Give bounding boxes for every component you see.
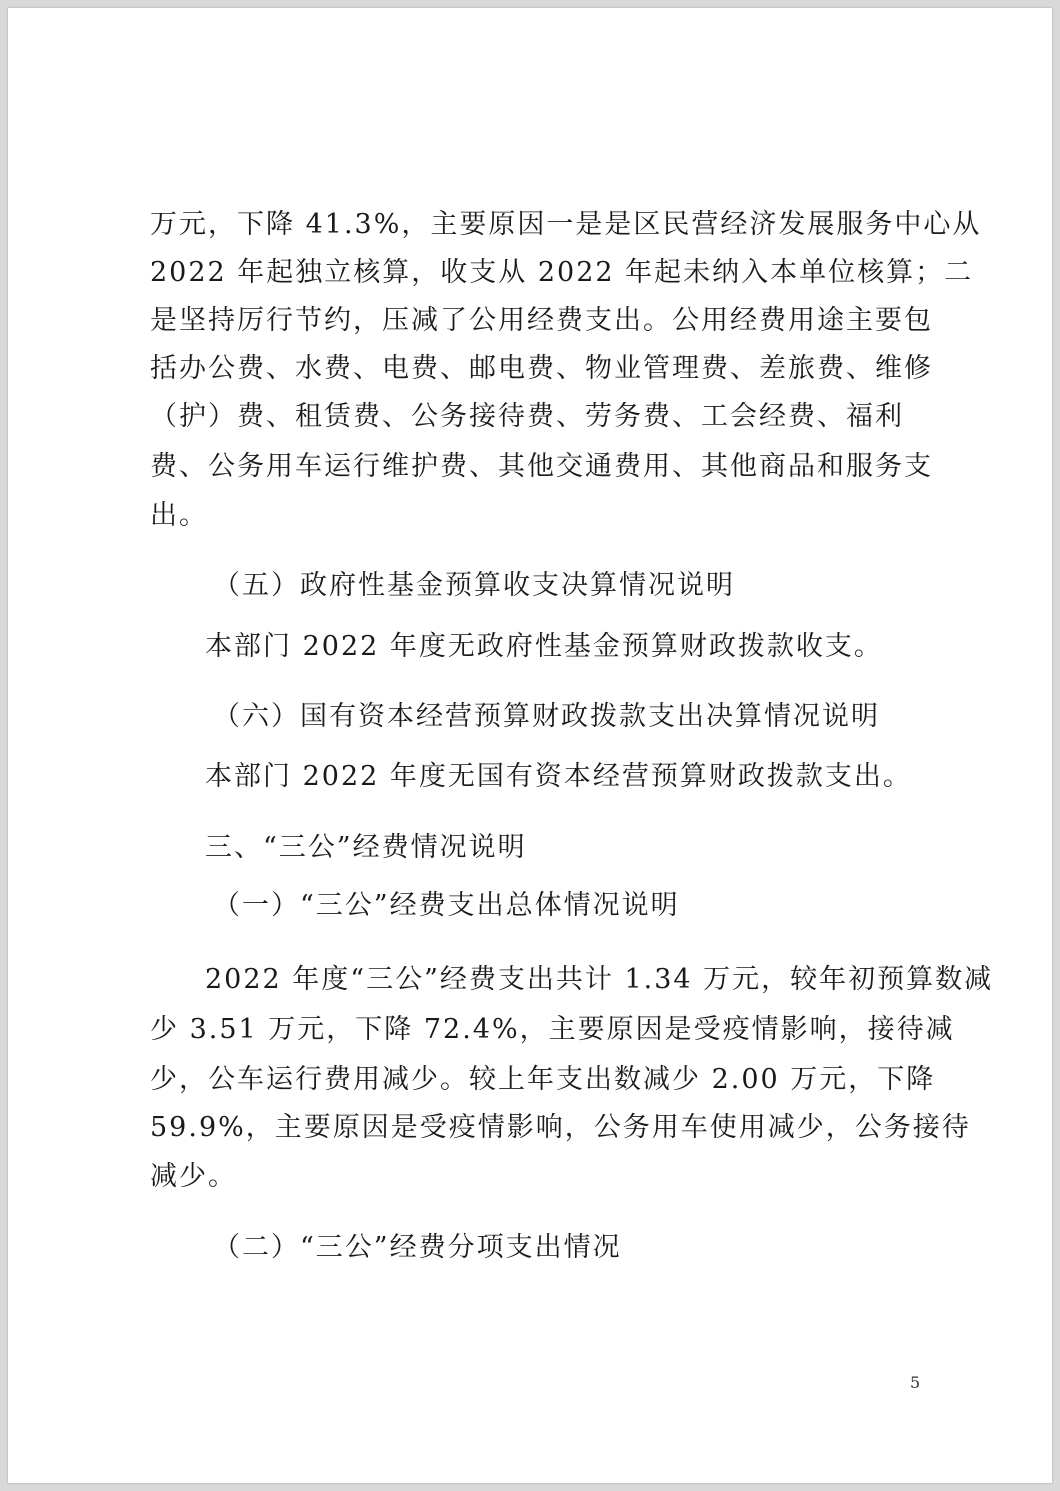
paragraph-line: 括办公费、水费、电费、邮电费、物业管理费、差旅费、维修 bbox=[150, 353, 933, 384]
paragraph-line: 少 3.51 万元，下降 72.4%，主要原因是受疫情影响，接待减 bbox=[150, 1014, 955, 1045]
section-text-6: 本部门 2022 年度无国有资本经营预算财政拨款支出。 bbox=[205, 761, 912, 792]
paragraph-line: 出。 bbox=[150, 500, 208, 531]
paragraph-line: 万元，下降 41.3%，主要原因一是是区民营经济发展服务中心从 bbox=[150, 209, 982, 240]
paragraph-line: 59.9%，主要原因是受疫情影响，公务用车使用减少，公务接待 bbox=[150, 1112, 971, 1143]
paragraph-line: 2022 年度“三公”经费支出共计 1.34 万元，较年初预算数减 bbox=[205, 964, 994, 995]
paragraph-line: （护）费、租赁费、公务接待费、劳务费、工会经费、福利 bbox=[150, 401, 904, 432]
subsection-heading-1: （一）“三公”经费支出总体情况说明 bbox=[213, 890, 680, 921]
section-heading-5: （五）政府性基金预算收支决算情况说明 bbox=[213, 570, 735, 601]
paragraph-line: 是坚持厉行节约，压减了公用经费支出。公用经费用途主要包 bbox=[150, 305, 933, 336]
paragraph-line: 2022 年起独立核算，收支从 2022 年起未纳入本单位核算；二 bbox=[150, 257, 974, 288]
paragraph-line: 费、公务用车运行维护费、其他交通费用、其他商品和服务支 bbox=[150, 451, 933, 482]
paragraph-line: 少，公车运行费用减少。较上年支出数减少 2.00 万元，下降 bbox=[150, 1064, 936, 1095]
page-number: 5 bbox=[910, 1373, 921, 1392]
paragraph-line: 减少。 bbox=[150, 1161, 237, 1192]
section-heading-3: 三、“三公”经费情况说明 bbox=[205, 832, 527, 863]
section-heading-6: （六）国有资本经营预算财政拨款支出决算情况说明 bbox=[213, 701, 880, 732]
subsection-heading-2: （二）“三公”经费分项支出情况 bbox=[213, 1232, 622, 1263]
section-text-5: 本部门 2022 年度无政府性基金预算财政拨款收支。 bbox=[205, 631, 883, 662]
